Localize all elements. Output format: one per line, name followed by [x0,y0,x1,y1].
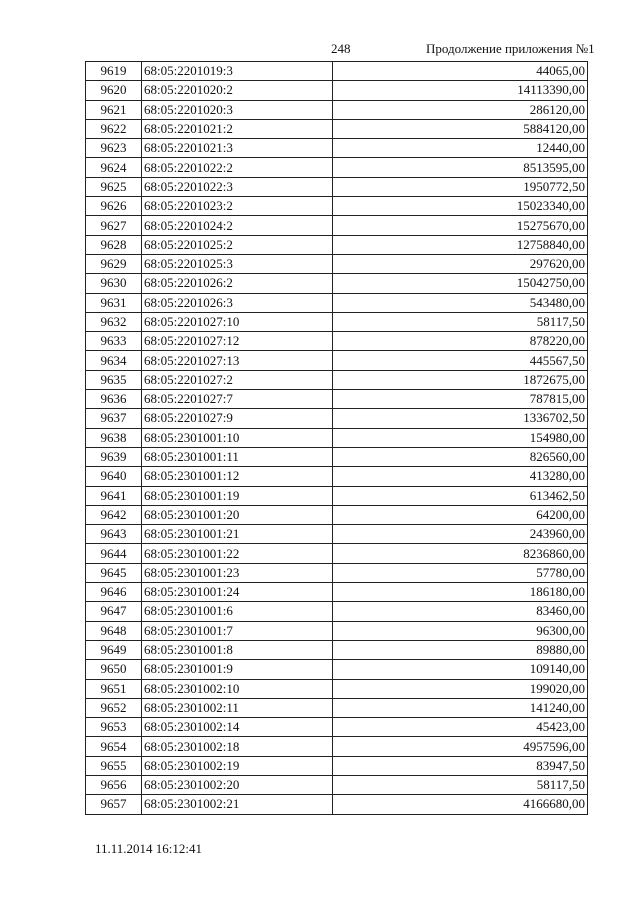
table-row [86,370,588,389]
cadastral-value: 413280,00 [333,467,588,486]
cadastral-number: 68:05:2301001:23 [142,563,333,582]
row-number: 9649 [86,640,142,659]
table-row [86,197,588,216]
row-number: 9635 [86,370,142,389]
cadastral-value: 186180,00 [333,583,588,602]
cadastral-value: 878220,00 [333,332,588,351]
table-row [86,81,588,100]
table-row [86,293,588,312]
cadastral-value: 12440,00 [333,139,588,158]
cadastral-value: 613462,50 [333,486,588,505]
row-number: 9624 [86,158,142,177]
cadastral-number: 68:05:2201027:12 [142,332,333,351]
row-number: 9642 [86,505,142,524]
cadastral-number: 68:05:2201027:2 [142,370,333,389]
table-row [86,390,588,409]
cadastral-number: 68:05:2201025:3 [142,254,333,273]
cadastral-value: 445567,50 [333,351,588,370]
row-number: 9619 [86,62,142,81]
cadastral-value: 58117,50 [333,312,588,331]
cadastral-value: 543480,00 [333,293,588,312]
cadastral-number: 68:05:2301001:6 [142,602,333,621]
row-number: 9646 [86,583,142,602]
cadastral-number: 68:05:2301002:14 [142,718,333,737]
row-number: 9644 [86,544,142,563]
cadastral-number: 68:05:2301002:11 [142,698,333,717]
table-row [86,100,588,119]
cadastral-number: 68:05:2301002:10 [142,679,333,698]
cadastral-value: 64200,00 [333,505,588,524]
cadastral-value: 15275670,00 [333,216,588,235]
cadastral-value: 44065,00 [333,62,588,81]
table-row [86,351,588,370]
row-number: 9630 [86,274,142,293]
table-row [86,486,588,505]
cadastral-number: 68:05:2301001:21 [142,525,333,544]
table-row [86,312,588,331]
table-row [86,409,588,428]
row-number: 9631 [86,293,142,312]
cadastral-number: 68:05:2201027:9 [142,409,333,428]
cadastral-number: 68:05:2301002:20 [142,775,333,794]
cadastral-number: 68:05:2301001:10 [142,428,333,447]
cadastral-value: 83460,00 [333,602,588,621]
cadastral-number: 68:05:2201023:2 [142,197,333,216]
row-number: 9657 [86,795,142,814]
page-number: 248 [331,41,351,56]
cadastral-number: 68:05:2201021:3 [142,139,333,158]
table-row [86,254,588,273]
row-number: 9632 [86,312,142,331]
row-number: 9640 [86,467,142,486]
table-row [86,467,588,486]
cadastral-value: 109140,00 [333,660,588,679]
table-row [86,119,588,138]
row-number: 9637 [86,409,142,428]
footer-timestamp: 11.11.2014 16:12:41 [95,841,203,856]
table-row [86,235,588,254]
cadastral-value: 8513595,00 [333,158,588,177]
row-number: 9650 [86,660,142,679]
table-row [86,583,588,602]
cadastral-value: 297620,00 [333,254,588,273]
table-row [86,795,588,814]
cadastral-number: 68:05:2201024:2 [142,216,333,235]
row-number: 9633 [86,332,142,351]
table-row [86,177,588,196]
row-number: 9629 [86,254,142,273]
cadastral-value: 45423,00 [333,718,588,737]
table-row [86,718,588,737]
cadastral-value: 5884120,00 [333,119,588,138]
row-number: 9621 [86,100,142,119]
row-number: 9651 [86,679,142,698]
table-row [86,563,588,582]
cadastral-value: 199020,00 [333,679,588,698]
cadastral-value: 14113390,00 [333,81,588,100]
table-row [86,775,588,794]
cadastral-number: 68:05:2301001:12 [142,467,333,486]
row-number: 9654 [86,737,142,756]
table-row [86,447,588,466]
row-number: 9626 [86,197,142,216]
cadastral-value: 12758840,00 [333,235,588,254]
cadastral-number: 68:05:2301002:18 [142,737,333,756]
table-row [86,679,588,698]
table-row [86,544,588,563]
table-row [86,698,588,717]
cadastral-value: 141240,00 [333,698,588,717]
cadastral-value: 15042750,00 [333,274,588,293]
cadastral-value: 154980,00 [333,428,588,447]
cadastral-value: 243960,00 [333,525,588,544]
cadastral-number: 68:05:2201020:3 [142,100,333,119]
table-row [86,737,588,756]
row-number: 9638 [86,428,142,447]
cadastral-number: 68:05:2201022:3 [142,177,333,196]
cadastral-number: 68:05:2301002:19 [142,756,333,775]
cadastral-number: 68:05:2301001:24 [142,583,333,602]
table-row [86,158,588,177]
cadastral-value: 83947,50 [333,756,588,775]
cadastral-value: 1950772,50 [333,177,588,196]
table-row [86,428,588,447]
cadastral-value: 787815,00 [333,390,588,409]
cadastral-number: 68:05:2201025:2 [142,235,333,254]
table-body [86,62,588,815]
row-number: 9639 [86,447,142,466]
row-number: 9620 [86,81,142,100]
cadastral-value: 15023340,00 [333,197,588,216]
cadastral-number: 68:05:2201019:3 [142,62,333,81]
table-row [86,274,588,293]
cadastral-number: 68:05:2201020:2 [142,81,333,100]
cadastral-value: 4166680,00 [333,795,588,814]
table-row [86,525,588,544]
cadastral-value: 1872675,00 [333,370,588,389]
cadastral-value: 286120,00 [333,100,588,119]
table-row [86,139,588,158]
row-number: 9647 [86,602,142,621]
cadastral-value: 57780,00 [333,563,588,582]
cadastral-table [85,61,588,815]
cadastral-number: 68:05:2301001:9 [142,660,333,679]
row-number: 9655 [86,756,142,775]
row-number: 9628 [86,235,142,254]
cadastral-value: 58117,50 [333,775,588,794]
cadastral-number: 68:05:2201021:2 [142,119,333,138]
table-row [86,332,588,351]
header-title: Продолжение приложения №1 [426,41,595,56]
table-row [86,660,588,679]
table-row [86,621,588,640]
row-number: 9627 [86,216,142,235]
cadastral-number: 68:05:2201026:3 [142,293,333,312]
row-number: 9625 [86,177,142,196]
table-row [86,505,588,524]
cadastral-value: 96300,00 [333,621,588,640]
cadastral-number: 68:05:2201027:10 [142,312,333,331]
cadastral-number: 68:05:2301001:7 [142,621,333,640]
cadastral-value: 1336702,50 [333,409,588,428]
cadastral-value: 826560,00 [333,447,588,466]
row-number: 9622 [86,119,142,138]
cadastral-number: 68:05:2301002:21 [142,795,333,814]
row-number: 9634 [86,351,142,370]
row-number: 9648 [86,621,142,640]
row-number: 9653 [86,718,142,737]
table-row [86,602,588,621]
cadastral-number: 68:05:2301001:8 [142,640,333,659]
table-row [86,216,588,235]
cadastral-number: 68:05:2301001:20 [142,505,333,524]
row-number: 9652 [86,698,142,717]
row-number: 9641 [86,486,142,505]
cadastral-number: 68:05:2201022:2 [142,158,333,177]
cadastral-number: 68:05:2301001:22 [142,544,333,563]
row-number: 9643 [86,525,142,544]
cadastral-number: 68:05:2201026:2 [142,274,333,293]
cadastral-number: 68:05:2301001:11 [142,447,333,466]
table-row [86,756,588,775]
row-number: 9623 [86,139,142,158]
table-row [86,62,588,81]
row-number: 9645 [86,563,142,582]
cadastral-value: 8236860,00 [333,544,588,563]
cadastral-value: 4957596,00 [333,737,588,756]
row-number: 9656 [86,775,142,794]
cadastral-number: 68:05:2301001:19 [142,486,333,505]
cadastral-value: 89880,00 [333,640,588,659]
row-number: 9636 [86,390,142,409]
cadastral-number: 68:05:2201027:7 [142,390,333,409]
table-row [86,640,588,659]
cadastral-number: 68:05:2201027:13 [142,351,333,370]
